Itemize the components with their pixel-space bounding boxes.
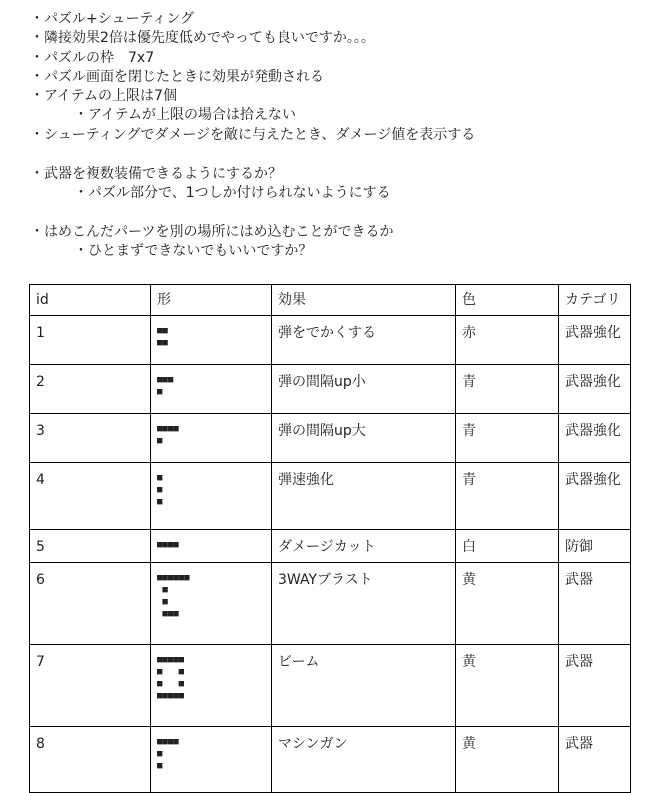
cell-id: 8 [30,727,151,793]
shape-row: ■■■■ [157,424,179,434]
shape-row: ■■■ [157,375,174,385]
shape-row: ■ [157,585,168,595]
cell-id: 6 [30,563,151,645]
cell-shape [151,563,272,645]
shape-row: ■ [157,597,168,607]
shape-row: ■ [157,497,163,507]
note-line: ・パズル画面を閉じたときに効果が発動される [30,68,324,85]
table-row [30,316,631,365]
cell-effect: ダメージカット [272,530,456,563]
note-line: ・はめこんだパーツを別の場所にはめ込むことができるか [30,223,394,240]
cell-effect: ビーム [272,645,456,727]
cell-shape [151,463,272,530]
note-line: ・パズルの枠 7x7 [30,49,155,66]
shape-row: ■■■■ [157,540,179,550]
cell-id: 2 [30,365,151,414]
cell-category: 武器強化 [559,414,631,463]
note-line: ・パズル部分で、1つしか付けられないようにする [74,184,391,201]
cell-id: 4 [30,463,151,530]
header-category: カテゴリ [559,285,631,316]
parts-table [29,284,631,793]
table-row [30,563,631,645]
cell-color: 青 [456,365,559,414]
shape-row: ■ [157,761,163,771]
cell-shape [151,365,272,414]
table-row [30,530,631,563]
shape-row: ■ ■ [157,679,185,689]
cell-category: 武器 [559,563,631,645]
shape-row: ■ [157,473,163,483]
note-line: ・シューティングでダメージを敵に与えたとき、ダメージ値を表示する [30,126,476,143]
table-row [30,727,631,793]
shape-row: ■■■■■ [157,655,185,665]
shape-row: ■■ [157,326,168,336]
cell-color: 青 [456,414,559,463]
cell-effect: マシンガン [272,727,456,793]
cell-effect: 弾速強化 [272,463,456,530]
shape-row: ■ [157,436,163,446]
cell-category: 武器強化 [559,365,631,414]
cell-category: 武器 [559,645,631,727]
cell-color: 黄 [456,645,559,727]
cell-shape [151,530,272,563]
header-shape: 形 [151,285,272,316]
table-row [30,645,631,727]
cell-id: 3 [30,414,151,463]
table-header-row [30,285,631,316]
cell-category: 武器 [559,727,631,793]
table-row [30,365,631,414]
cell-shape [151,316,272,365]
cell-color: 青 [456,463,559,530]
cell-color: 黄 [456,727,559,793]
table-row [30,414,631,463]
cell-effect: 弾の間隔up小 [272,365,456,414]
cell-effect: 3WAYブラスト [272,563,456,645]
cell-id: 7 [30,645,151,727]
shape-row: ■ [157,749,163,759]
note-line: ・アイテムの上限は7個 [30,88,177,105]
shape-row: ■■■ [157,609,179,619]
notes-list [30,10,660,261]
cell-shape [151,414,272,463]
cell-effect: 弾をでかくする [272,316,456,365]
header-effect: 効果 [272,285,456,316]
cell-effect: 弾の間隔up大 [272,414,456,463]
cell-category: 防御 [559,530,631,563]
cell-shape [151,645,272,727]
note-line: ・武器を複数装備できるようにするか？ [30,165,282,182]
shape-row: ■■■■■ [157,691,185,701]
cell-shape [151,727,272,793]
table-row [30,463,631,530]
shape-row: ■■ [157,338,168,348]
note-line [30,145,660,165]
cell-category: 武器強化 [559,316,631,365]
shape-row: ■ [157,485,163,495]
note-line: ・パズル+シューティング [30,11,195,27]
note-line: ・ひとまずできないでもいいですか？ [74,242,313,259]
cell-color: 白 [456,530,559,563]
shape-row: ■■■■■■ [157,573,190,583]
cell-category: 武器強化 [559,463,631,530]
note-line: ・隣接効果2倍は優先度低めでやっても良いですか。。。 [30,30,375,47]
cell-id: 1 [30,316,151,365]
shape-row: ■ [157,387,163,397]
shape-row: ■■■■ [157,737,179,747]
note-line: ・アイテムが上限の場合は拾えない [74,107,297,124]
shape-row: ■ ■ [157,667,185,677]
cell-color: 黄 [456,563,559,645]
note-line [30,203,660,223]
cell-id: 5 [30,530,151,563]
cell-color: 赤 [456,316,559,365]
header-id: id [30,285,151,316]
header-color: 色 [456,285,559,316]
